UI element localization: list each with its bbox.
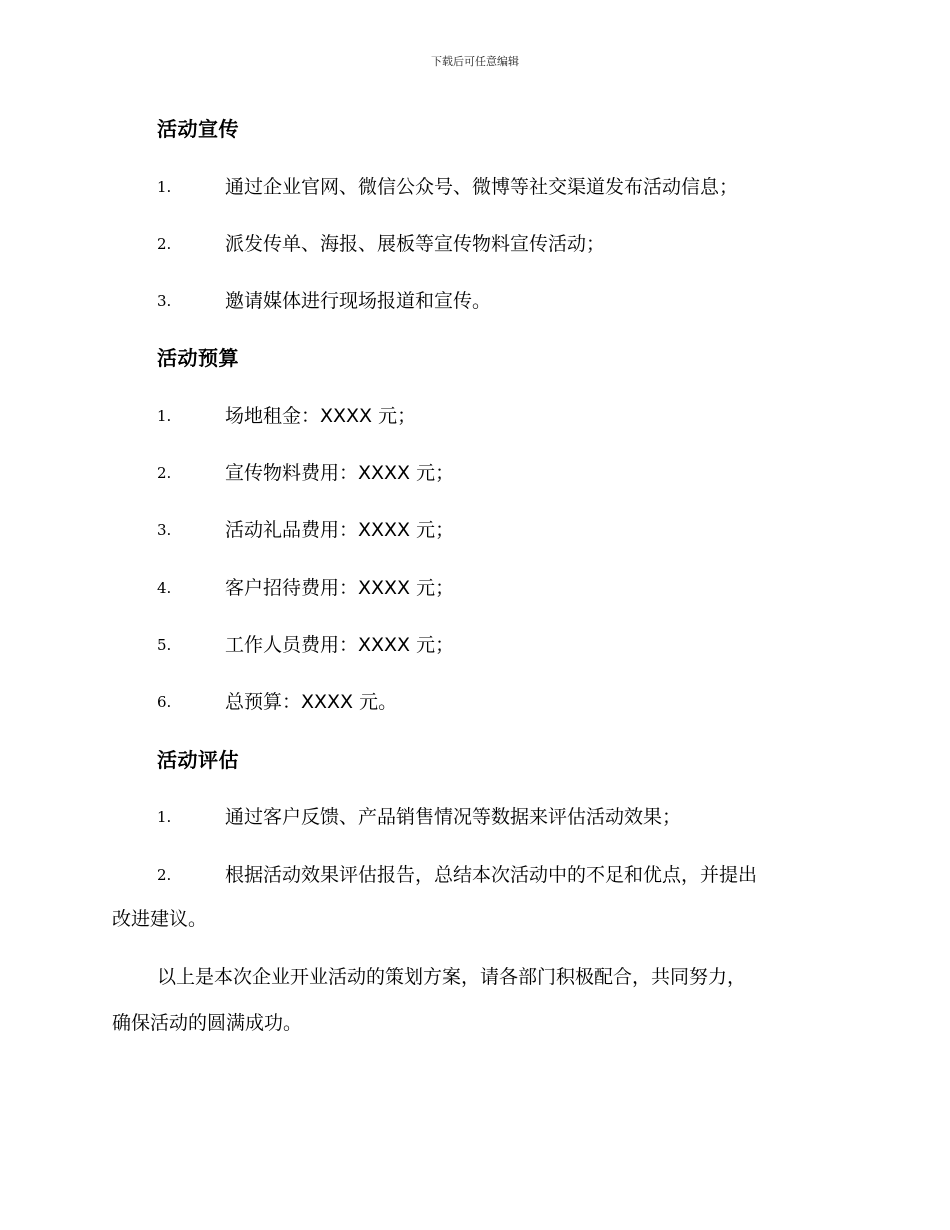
list-item-continuation: 改进建议。 bbox=[112, 908, 208, 930]
list-item-number: 3. bbox=[157, 521, 172, 539]
list-item-text: 总预算：XXXX 元。 bbox=[225, 691, 398, 713]
list-item-text: 邀请媒体进行现场报道和宣传。 bbox=[225, 290, 492, 312]
list-item bbox=[0, 574, 950, 602]
list-item-text: 宣传物料费用：XXXX 元； bbox=[225, 462, 455, 484]
list-item-text: 场地租金：XXXX 元； bbox=[225, 405, 417, 427]
list-item bbox=[0, 631, 950, 659]
list-item-number: 1. bbox=[157, 407, 172, 425]
list-item-text: 活动礼品费用：XXXX 元； bbox=[225, 519, 455, 541]
list-item bbox=[0, 861, 950, 889]
list-item-number: 2. bbox=[157, 235, 172, 253]
list-item-number: 2. bbox=[157, 866, 172, 884]
section-heading-evaluation: 活动评估 bbox=[157, 748, 239, 772]
list-item-text: 根据活动效果评估报告，总结本次活动中的不足和优点，并提出 bbox=[225, 864, 758, 886]
list-item bbox=[0, 459, 950, 487]
list-item bbox=[0, 287, 950, 315]
list-item-text: 派发传单、海报、展板等宣传物料宣传活动； bbox=[225, 233, 606, 255]
list-item-number: 1. bbox=[157, 808, 172, 826]
list-item bbox=[0, 803, 950, 831]
list-item-text: 通过企业官网、微信公众号、微博等社交渠道发布活动信息； bbox=[225, 176, 739, 198]
list-item-text: 工作人员费用：XXXX 元； bbox=[225, 634, 455, 656]
list-item bbox=[0, 688, 950, 716]
closing-paragraph-line1: 以上是本次企业开业活动的策划方案，请各部门积极配合，共同努力， bbox=[157, 966, 747, 988]
list-item-number: 6. bbox=[157, 693, 172, 711]
section-heading-budget: 活动预算 bbox=[157, 346, 239, 370]
list-item bbox=[0, 173, 950, 201]
list-item-number: 2. bbox=[157, 464, 172, 482]
list-item bbox=[0, 230, 950, 258]
section-heading-publicity: 活动宣传 bbox=[157, 117, 239, 141]
list-item-text: 通过客户反馈、产品销售情况等数据来评估活动效果； bbox=[225, 806, 682, 828]
list-item-number: 5. bbox=[157, 636, 172, 654]
closing-paragraph-line2: 确保活动的圆满成功。 bbox=[112, 1012, 303, 1034]
page-header: 下载后可任意编辑 bbox=[431, 55, 519, 68]
list-item bbox=[0, 402, 950, 430]
list-item-text: 客户招待费用：XXXX 元； bbox=[225, 577, 455, 599]
list-item bbox=[0, 516, 950, 544]
list-item-number: 3. bbox=[157, 292, 172, 310]
list-item-number: 4. bbox=[157, 579, 172, 597]
list-item-number: 1. bbox=[157, 178, 172, 196]
